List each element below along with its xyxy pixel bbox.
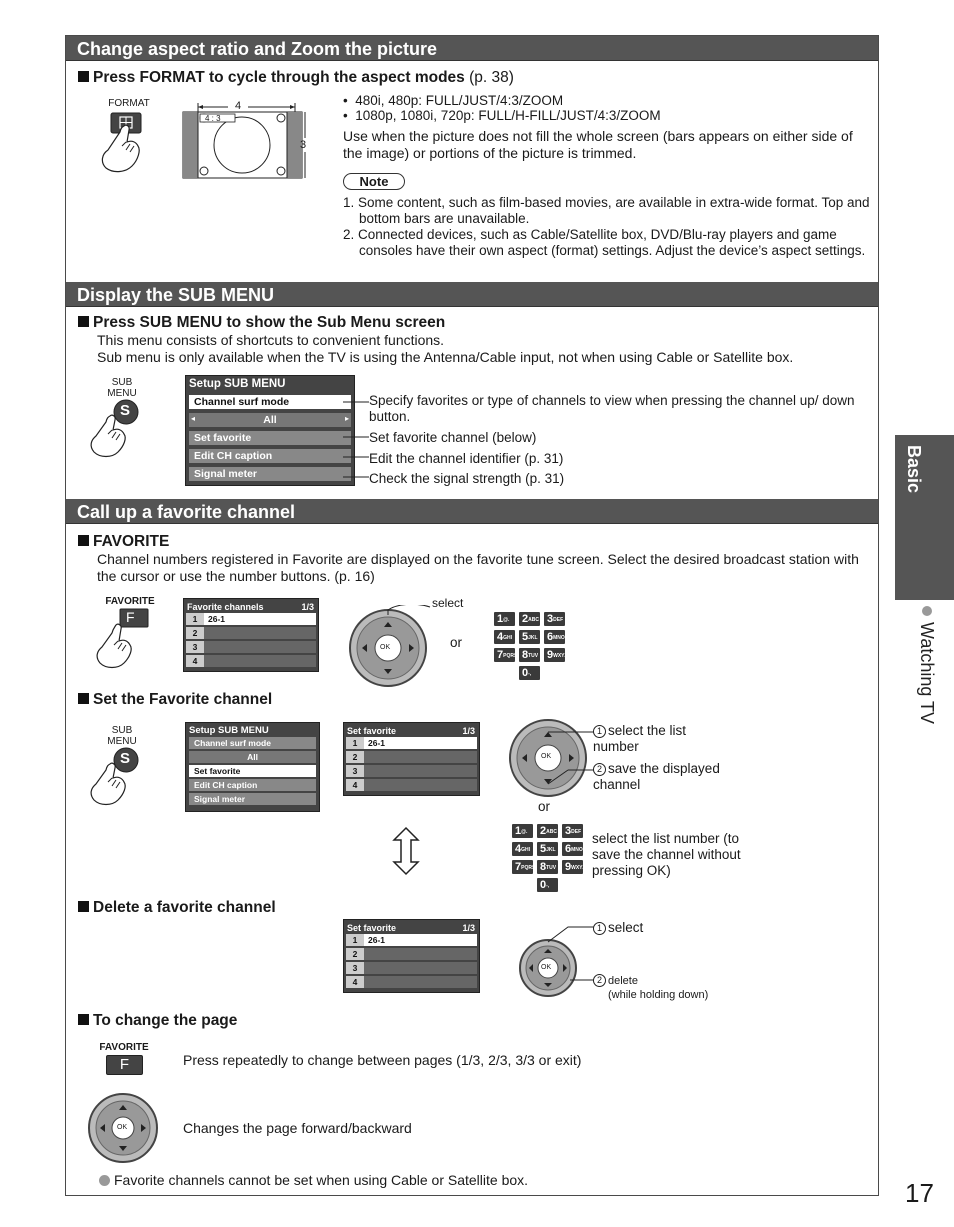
- submenu-heading-text: Press SUB MENU to show the Sub Menu screen: [93, 314, 446, 331]
- list-item[interactable]: [346, 737, 477, 749]
- side-tab-watching-label: Watching TV: [917, 622, 937, 725]
- favorite-button-letter: F: [126, 609, 135, 625]
- list-item-number: 1: [346, 737, 364, 749]
- favorite-list-title: Favorite channels: [187, 602, 264, 612]
- list-item-number: 1: [346, 934, 364, 946]
- list-item-number: 1: [186, 613, 204, 625]
- mode-1080: • 1080p, 1080i, 720p: FULL/H-FILL/JUST/4:3/ZOOM: [343, 108, 661, 123]
- key-6[interactable]: 6MNO: [562, 842, 583, 856]
- format-heading-ref: (p. 38): [469, 69, 514, 86]
- arrow-left-icon: ◂: [191, 414, 196, 423]
- key-0[interactable]: 0-,: [519, 666, 540, 680]
- key-0[interactable]: 0-,: [537, 878, 558, 892]
- delete-favorite-list: [343, 919, 480, 993]
- or-label: or: [450, 635, 463, 650]
- set-favorite-list-title: Set favorite: [347, 726, 397, 736]
- list-item-value: 26-1: [208, 614, 226, 624]
- diagram-width-label: 4: [235, 100, 242, 112]
- diagram-height-label: 3: [300, 139, 307, 151]
- delete-list-header: [344, 920, 479, 934]
- cursor-page-text: Changes the page forward/backward: [183, 1120, 412, 1136]
- callout-lines: [340, 395, 370, 485]
- submenu-button-label-2: MENU: [107, 388, 137, 399]
- list-item[interactable]: [346, 976, 477, 988]
- list-item[interactable]: [346, 751, 477, 763]
- setup-sub-menu-small: [185, 722, 320, 812]
- list-item-number: 2: [186, 627, 204, 639]
- or-label: or: [538, 799, 551, 814]
- double-arrow-icon: [390, 826, 422, 876]
- favorite-list-header: [184, 599, 318, 613]
- setup-sub-menu-title: Setup SUB MENU: [189, 378, 286, 390]
- setup-sub-menu: [185, 375, 355, 486]
- mode-1080-text: 1080p, 1080i, 720p: FULL/H-FILL/JUST/4:3/ZOOM: [355, 108, 661, 123]
- favorite-heading: [78, 533, 169, 551]
- menu-item-all[interactable]: All: [189, 751, 316, 763]
- square-bullet-icon: [78, 316, 89, 327]
- key-8[interactable]: 8TUV: [519, 648, 540, 662]
- key-2[interactable]: 2ABC: [537, 824, 558, 838]
- delete-step-1: [593, 920, 643, 936]
- menu-item-edit-ch-caption[interactable]: Edit CH caption: [189, 449, 351, 463]
- step-2-number: 2: [593, 763, 606, 776]
- section-title-aspect: Change aspect ratio and Zoom the picture: [66, 36, 878, 61]
- step-1-number: 1: [593, 725, 606, 738]
- change-page-heading-text: To change the page: [93, 1012, 238, 1029]
- callout-set-favorite: Set favorite channel (below): [369, 430, 537, 445]
- bullet-dot-icon: [99, 1175, 110, 1186]
- delete-step-2: [593, 974, 638, 988]
- favorite-button-label: FAVORITE: [105, 596, 155, 607]
- list-item[interactable]: [186, 641, 316, 653]
- bullet-dot-icon: [922, 606, 932, 616]
- set-favorite-list-page: 1/3: [462, 726, 475, 736]
- list-item-number: 4: [346, 779, 364, 791]
- list-item-value: 26-1: [368, 738, 386, 748]
- favorite-button-hand-icon: [92, 607, 154, 673]
- list-item-number: 2: [346, 948, 364, 960]
- delete-favorite-heading-text: Delete a favorite channel: [93, 899, 276, 916]
- ok-label: OK: [117, 1124, 128, 1131]
- list-item[interactable]: [346, 779, 477, 791]
- square-bullet-icon: [78, 693, 89, 704]
- key-6[interactable]: 6MNO: [544, 630, 565, 644]
- step-1-text: select the list number: [593, 723, 687, 754]
- list-item-number: 2: [346, 751, 364, 763]
- set-favorite-heading: [78, 691, 272, 709]
- key-4[interactable]: 4GHI: [494, 630, 515, 644]
- submenu-button-label-2: MENU: [107, 736, 137, 747]
- note-badge: Note: [343, 173, 405, 190]
- key-5[interactable]: 5JKL: [519, 630, 540, 644]
- key-5[interactable]: 5JKL: [537, 842, 558, 856]
- side-tab-watching: [916, 606, 937, 724]
- favorite-button[interactable]: F: [106, 1055, 143, 1075]
- cursor-pad-icon[interactable]: [348, 605, 438, 691]
- ok-label: OK: [541, 964, 552, 971]
- key-3[interactable]: 3DEF: [544, 612, 565, 626]
- key-4[interactable]: 4GHI: [512, 842, 533, 856]
- key-8[interactable]: 8TUV: [537, 860, 558, 874]
- diagram-ratio-label: 4 : 3: [205, 114, 221, 123]
- step-2-text: save the displayed channel: [593, 761, 720, 792]
- square-bullet-icon: [78, 71, 89, 82]
- submenu-button-letter: S: [120, 750, 131, 767]
- side-tab-basic-label: Basic: [904, 445, 924, 494]
- menu-item-edit-ch-caption[interactable]: Edit CH caption: [189, 779, 316, 791]
- menu-item-channel-surf[interactable]: Channel surf mode: [189, 395, 351, 409]
- menu-item-set-favorite[interactable]: Set favorite: [189, 765, 316, 777]
- footnote: [99, 1172, 528, 1189]
- submenu-heading: [78, 314, 445, 332]
- list-item[interactable]: [346, 962, 477, 974]
- submenu-line-2: Sub menu is only available when the TV is using the Antenna/Cable input, not when using Cable or Satellite box.: [97, 349, 794, 365]
- submenu-button-hand-icon: [88, 398, 148, 460]
- step-2-number: 2: [593, 974, 606, 987]
- list-item-number: 3: [346, 962, 364, 974]
- list-item[interactable]: [346, 934, 477, 946]
- favorite-button-label: FAVORITE: [99, 1042, 149, 1053]
- menu-item-all[interactable]: [189, 413, 351, 427]
- menu-item-all-text: All: [263, 414, 277, 426]
- set-step-2: [593, 761, 733, 793]
- favorite-list-page: 1/3: [301, 602, 314, 612]
- list-item-number: 4: [186, 655, 204, 667]
- key-2[interactable]: 2ABC: [519, 612, 540, 626]
- callout-channel-surf: Specify favorites or type of channels to view when pressing the channel up/ down button.: [369, 393, 855, 424]
- key-7[interactable]: 7PQRS: [494, 648, 515, 662]
- list-item[interactable]: [186, 627, 316, 639]
- menu-item-signal-meter[interactable]: Signal meter: [189, 467, 351, 481]
- section-title-submenu: Display the SUB MENU: [66, 282, 878, 307]
- step-1-number: 1: [593, 922, 606, 935]
- aspect-description: Use when the picture does not fill the whole screen (bars appears on either side of the image) or portions of the picture is trimmed.: [343, 128, 853, 161]
- mode-480: • 480i, 480p: FULL/JUST/4:3/ZOOM: [343, 93, 564, 108]
- favorite-description: Channel numbers registered in Favorite are displayed on the favorite tune screen. Select the desired broadcast station with the cursor or use the number buttons. (p. 16): [97, 551, 859, 584]
- delete-favorite-heading: [78, 899, 276, 917]
- set-favorite-list: [343, 722, 480, 796]
- setup-sub-menu-title: Setup SUB MENU: [189, 725, 269, 736]
- menu-item-set-favorite[interactable]: Set favorite: [189, 431, 351, 445]
- menu-item-signal-meter[interactable]: Signal meter: [189, 793, 316, 805]
- mode-480-text: 480i, 480p: FULL/JUST/4:3/ZOOM: [355, 93, 564, 108]
- favorite-page-text: Press repeatedly to change between pages (1/3, 2/3, 3/3 or exit): [183, 1052, 582, 1068]
- note-2: 2. Connected devices, such as Cable/Satellite box, DVD/Blu-ray players and game consoles have their own aspect (format) settings. Adjust the device’s aspect settings.: [343, 227, 866, 258]
- favorite-channels-list: [183, 598, 319, 672]
- delete-step-2-note: (while holding down): [608, 989, 709, 1001]
- ok-label: OK: [380, 644, 391, 651]
- square-bullet-icon: [78, 901, 89, 912]
- key-1[interactable]: 1@.: [512, 824, 533, 838]
- step-2-text: delete: [608, 975, 638, 987]
- page-number: 17: [905, 1178, 934, 1208]
- list-item-value: 26-1: [368, 935, 386, 945]
- square-bullet-icon: [78, 535, 89, 546]
- callout-edit-ch: Edit the channel identifier (p. 31): [369, 451, 564, 466]
- note-1: 1. Some content, such as film-based movies, are available in extra-wide format. Top and bottom bars are unavailable.: [343, 195, 870, 226]
- list-item[interactable]: [186, 613, 316, 625]
- submenu-button-label-1: SUB: [111, 377, 133, 388]
- section-title-favorite: Call up a favorite channel: [66, 499, 878, 524]
- submenu-button-letter: S: [120, 402, 131, 419]
- key-9[interactable]: 9WXYZ: [562, 860, 583, 874]
- format-button-hand-icon: [96, 110, 156, 180]
- format-heading-text: Press FORMAT to cycle through the aspect modes: [93, 69, 465, 86]
- square-bullet-icon: [78, 1014, 89, 1025]
- menu-item-channel-surf[interactable]: Channel surf mode: [189, 737, 316, 749]
- aspect-diagram: [180, 98, 310, 183]
- keypad-instruction: select the list number (to save the channel without pressing OK): [592, 831, 741, 878]
- list-item[interactable]: [186, 655, 316, 667]
- arrow-right-icon: ▸: [344, 414, 349, 423]
- format-heading: [78, 69, 514, 87]
- footnote-text: Favorite channels cannot be set when using Cable or Satellite box.: [114, 1172, 529, 1188]
- submenu-line-1: This menu consists of shortcuts to convenient functions.: [97, 332, 445, 348]
- list-item-number: 4: [346, 976, 364, 988]
- format-button-label: FORMAT: [108, 98, 150, 109]
- set-favorite-list-header: [344, 723, 479, 737]
- step-1-text: select: [608, 920, 644, 935]
- set-step-1: [593, 723, 713, 755]
- key-7[interactable]: 7PQRS: [512, 860, 533, 874]
- key-3[interactable]: 3DEF: [562, 824, 583, 838]
- list-item-number: 3: [186, 641, 204, 653]
- list-item[interactable]: [346, 948, 477, 960]
- list-item-number: 3: [346, 765, 364, 777]
- favorite-heading-text: FAVORITE: [93, 533, 170, 550]
- delete-list-title: Set favorite: [347, 923, 397, 933]
- select-label: select: [432, 596, 464, 610]
- side-tab-basic[interactable]: [895, 435, 954, 600]
- submenu-button-hand-icon: [88, 746, 148, 808]
- delete-list-page: 1/3: [462, 923, 475, 933]
- list-item[interactable]: [346, 765, 477, 777]
- ok-label: OK: [541, 753, 552, 760]
- key-1[interactable]: 1@.: [494, 612, 515, 626]
- submenu-button-label-1: SUB: [111, 725, 133, 736]
- change-page-heading: [78, 1012, 237, 1030]
- key-9[interactable]: 9WXYZ: [544, 648, 565, 662]
- callout-signal: Check the signal strength (p. 31): [369, 471, 565, 486]
- set-favorite-heading-text: Set the Favorite channel: [93, 691, 273, 708]
